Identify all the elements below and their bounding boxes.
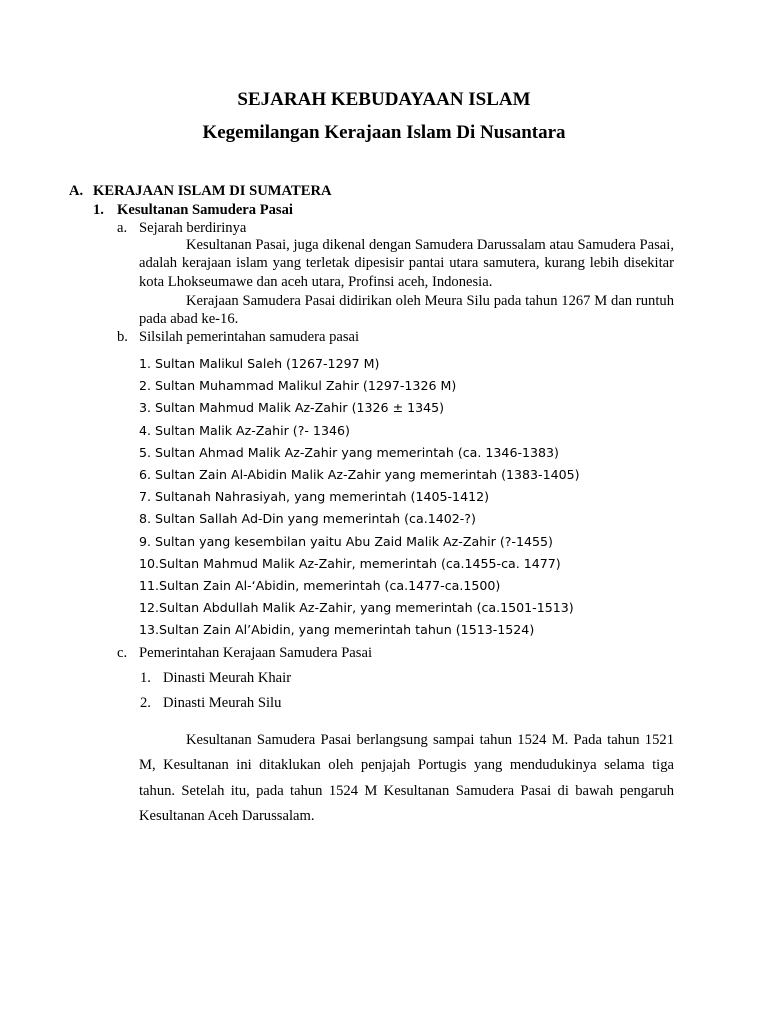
document-subtitle: Kegemilangan Kerajaan Islam Di Nusantara bbox=[202, 122, 566, 143]
ruler-list-item: 12.Sultan Abdullah Malik Az-Zahir, yang memerintah (ca.1501-1513) bbox=[139, 600, 574, 616]
ruler-list-item: 10.Sultan Mahmud Malik Az-Zahir, memerintah (ca.1455-ca. 1477) bbox=[139, 555, 561, 571]
closing-paragraph: Kesultanan Samudera Pasai berlangsung sampai tahun 1524 M. Pada tahun 1521 M, Kesultanan ini ditaklukan oleh penjajah Portugis yang mendudukinya selama tiga tahun. Setelah itu, pada tahun 1524 M Kesultanan Samudera Pasai di bawah pengaruh Kesultanan Aceh Darussalam. bbox=[139, 732, 674, 824]
ruler-list-item: 1. Sultan Malikul Saleh (1267-1297 M) bbox=[139, 356, 380, 371]
item-a-heading: Sejarah berdirinya bbox=[139, 220, 247, 236]
ruler-list-item: 2. Sultan Muhammad Malikul Zahir (1297-1326 M) bbox=[139, 378, 457, 394]
item-c-marker: c. bbox=[117, 645, 128, 661]
ruler-list-item: 3. Sultan Mahmud Malik Az-Zahir (1326 ± 1345) bbox=[139, 400, 445, 416]
dynasty-2-number: 2. bbox=[140, 695, 151, 711]
section-a-heading: KERAJAAN ISLAM DI SUMATERA bbox=[93, 183, 332, 199]
subsection-1-heading: Kesultanan Samudera Pasai bbox=[117, 202, 293, 218]
section-a-marker: A. bbox=[69, 183, 84, 199]
rulers-list bbox=[139, 353, 580, 642]
item-b-marker: b. bbox=[117, 329, 128, 345]
ruler-list-item: 8. Sultan Sallah Ad-Din yang memerintah (ca.1402-?) bbox=[139, 511, 476, 527]
item-c-heading: Pemerintahan Kerajaan Samudera Pasai bbox=[139, 645, 373, 661]
ruler-list-item: 4. Sultan Malik Az-Zahir (?- 1346) bbox=[139, 422, 350, 438]
dynasty-1-number: 1. bbox=[140, 670, 151, 686]
history-paragraph-2: Kerajaan Samudera Pasai didirikan oleh Meura Silu pada tahun 1267 M dan runtuh pada abad ke-16. bbox=[139, 293, 674, 328]
ruler-list-item: 13.Sultan Zain Al’Abidin, yang memerintah tahun (1513-1524) bbox=[139, 622, 535, 638]
document-title: SEJARAH KEBUDAYAAN ISLAM bbox=[237, 89, 531, 110]
item-a-marker: a. bbox=[117, 220, 128, 236]
ruler-list-item: 9. Sultan yang kesembilan yaitu Abu Zaid Malik Az-Zahir (?-1455) bbox=[139, 533, 553, 549]
item-b-heading: Silsilah pemerintahan samudera pasai bbox=[139, 329, 360, 345]
history-paragraph-1: Kesultanan Pasai, juga dikenal dengan Samudera Darussalam atau Samudera Pasai, adalah kerajaan islam yang terletak dipesisir pantai utara samutera, kurang lebih disekitar kota Lhokseumawe dan aceh utara, Profinsi aceh, Indonesia. bbox=[139, 237, 674, 290]
subsection-1-marker: 1. bbox=[93, 202, 104, 218]
dynasty-2-name: Dinasti Meurah Silu bbox=[163, 695, 282, 711]
ruler-list-item: 6. Sultan Zain Al-Abidin Malik Az-Zahir yang memerintah (1383-1405) bbox=[139, 467, 580, 483]
ruler-list-item: 11.Sultan Zain Al-‘Abidin, memerintah (ca.1477-ca.1500) bbox=[139, 578, 501, 594]
ruler-list-item: 5. Sultan Ahmad Malik Az-Zahir yang memerintah (ca. 1346-1383) bbox=[139, 444, 559, 460]
ruler-list-item: 7. Sultanah Nahrasiyah, yang memerintah (1405-1412) bbox=[139, 489, 490, 505]
dynasty-1-name: Dinasti Meurah Khair bbox=[163, 670, 292, 686]
